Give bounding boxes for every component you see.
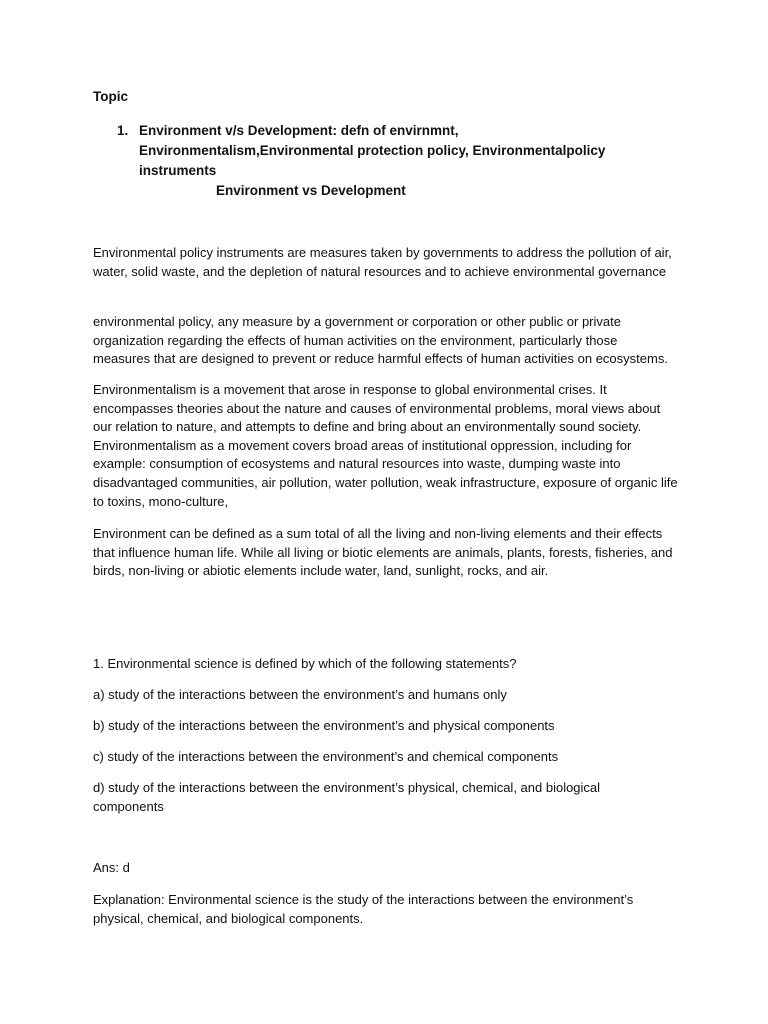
answer-text: Ans: d — [93, 860, 130, 875]
option-c: c) study of the interactions between the environment’s and chemical components — [93, 749, 559, 764]
list-number: 1. — [117, 123, 129, 138]
paragraph-environmental-policy: environmental policy, any measure by a government or corporation or other public or private organization regarding the effects of human activities on the environment, particularly those measures that are designed to prevent or reduce harmful effects of human activities on ecosystems. — [93, 314, 668, 367]
option-d: d) study of the interactions between the environment’s physical, chemical, and biological components — [93, 780, 601, 814]
question-text: 1. Environmental science is defined by which of the following statements? — [93, 656, 517, 671]
option-a: a) study of the interactions between the environment’s and humans only — [93, 687, 507, 702]
section-subheading: Environment vs Development — [216, 183, 406, 198]
topic-item-text: Environment v/s Development: defn of envirnmnt, Environmentalism,Environmental protection policy, Environmentalpolicy instruments — [139, 123, 606, 178]
topic-heading: Topic — [93, 89, 128, 104]
paragraph-policy-instruments: Environmental policy instruments are measures taken by governments to address the pollution of air, water, solid waste, and the depletion of natural resources and to achieve environmental governance — [93, 245, 672, 279]
option-b: b) study of the interactions between the environment’s and physical components — [93, 718, 555, 733]
paragraph-environmentalism: Environmentalism is a movement that arose in response to global environmental crises. It encompasses theories about the nature and causes of environmental problems, moral views about our relation to nature, and attempts to define and bring about an environmentally sound society. Environmentalism as a movement covers broad areas of institutional oppression, including for example: consumption of ecosystems and natural resources into waste, dumping waste into disadvantaged communities, air pollution, water pollution, weak infrastructure, exposure of organic life to toxins, mono-culture, — [93, 382, 678, 509]
paragraph-environment-definition: Environment can be defined as a sum total of all the living and non-living elements and their effects that influence human life. While all living or biotic elements are animals, plants, forests, fisheries, and birds, non-living or abiotic elements include water, land, sunlight, rocks, and air. — [93, 526, 673, 579]
explanation-text: Explanation: Environmental science is the study of the interactions between the environment’s physical, chemical, and biological components. — [93, 892, 634, 926]
topic-list-item — [117, 121, 637, 181]
